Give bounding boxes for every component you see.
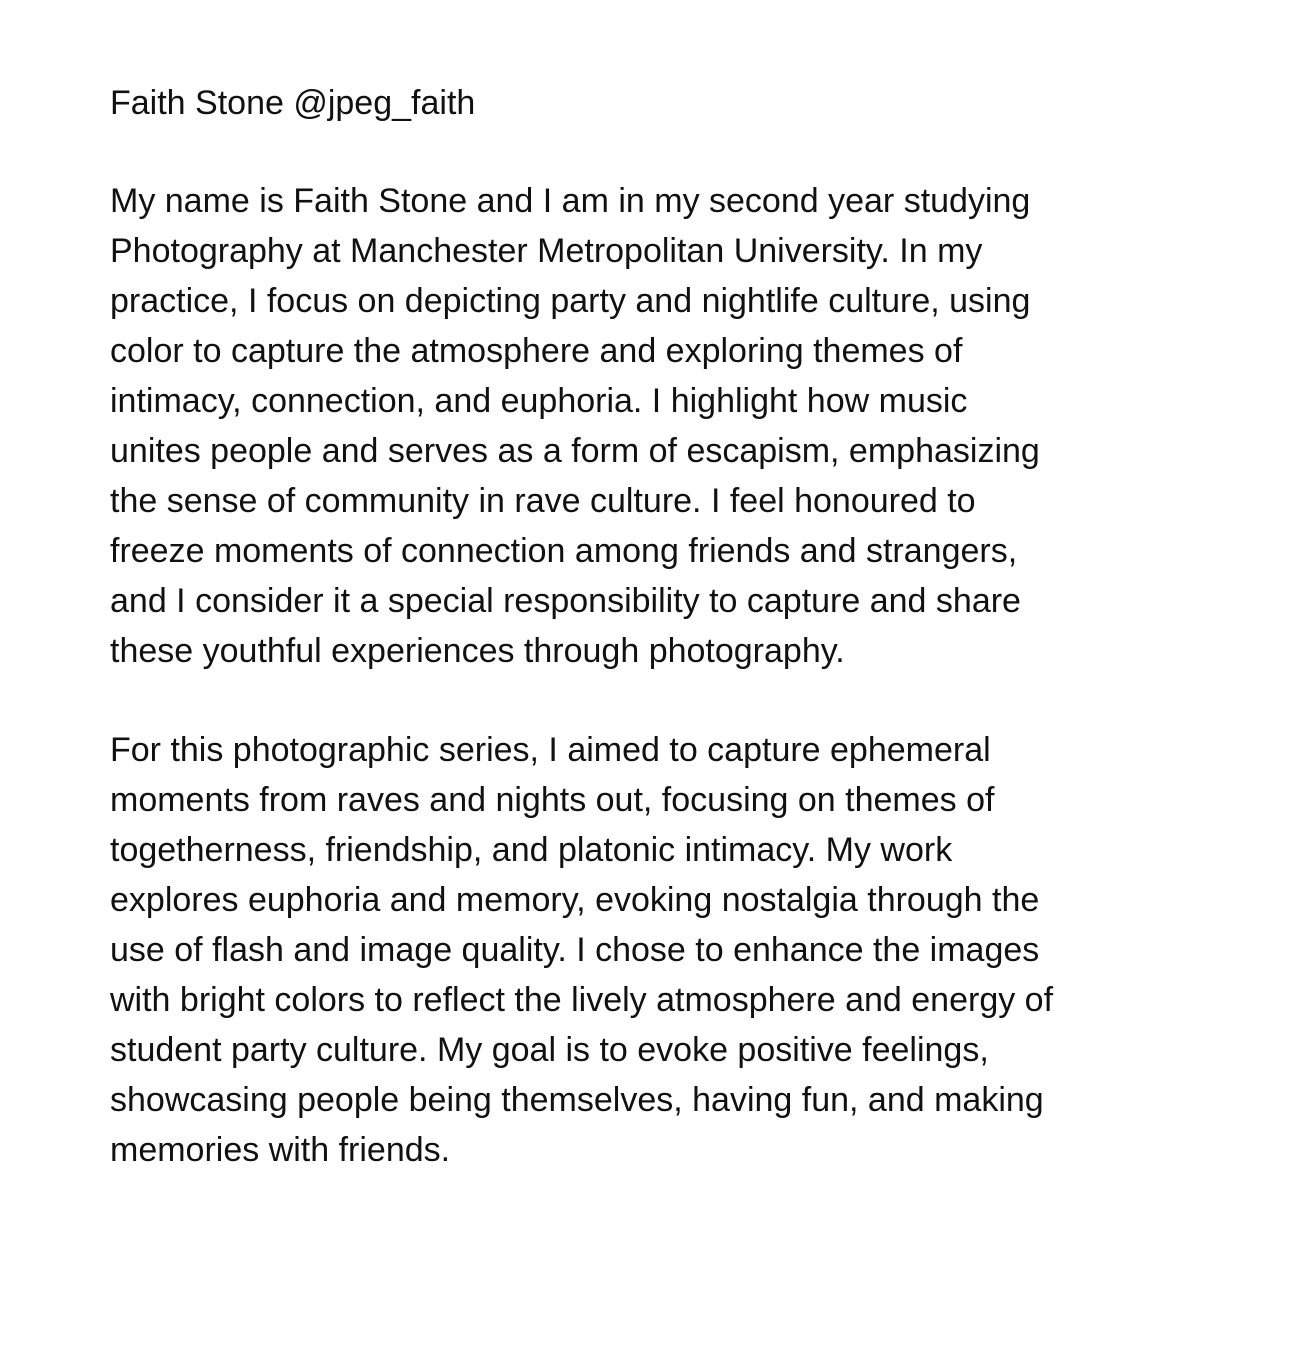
text-line: practice, I focus on depicting party and nightlife culture, using [110,282,1031,320]
text-line: For this photographic series, I aimed to capture ephemeral [110,731,991,769]
text-line: unites people and serves as a form of escapism, emphasizing [110,432,1040,470]
series-statement-paragraph [110,725,1053,1175]
text-line: student party culture. My goal is to evoke positive feelings, [110,1031,989,1069]
text-line: showcasing people being themselves, having fun, and making [110,1081,1044,1119]
text-line: intimacy, connection, and euphoria. I highlight how music [110,382,968,420]
text-line: use of flash and image quality. I chose to enhance the images [110,931,1040,969]
text-line: the sense of community in rave culture. I feel honoured to [110,482,976,520]
text-line: freeze moments of connection among friends and strangers, [110,532,1018,570]
text-line: and I consider it a special responsibility to capture and share [110,582,1021,620]
text-line: memories with friends. [110,1131,451,1169]
text-line: togetherness, friendship, and platonic intimacy. My work [110,831,953,869]
text-line: moments from raves and nights out, focusing on themes of [110,781,995,819]
author-name-handle: Faith Stone @jpeg_faith [110,84,476,122]
text-line: Photography at Manchester Metropolitan University. In my [110,232,983,270]
text-line: these youthful experiences through photography. [110,632,845,670]
text-line: My name is Faith Stone and I am in my second year studying [110,182,1031,220]
text-line: explores euphoria and memory, evoking nostalgia through the [110,881,1040,919]
text-line: with bright colors to reflect the lively atmosphere and energy of [110,981,1054,1019]
text-line: color to capture the atmosphere and exploring themes of [110,332,963,370]
artist-intro-paragraph [110,176,1040,676]
